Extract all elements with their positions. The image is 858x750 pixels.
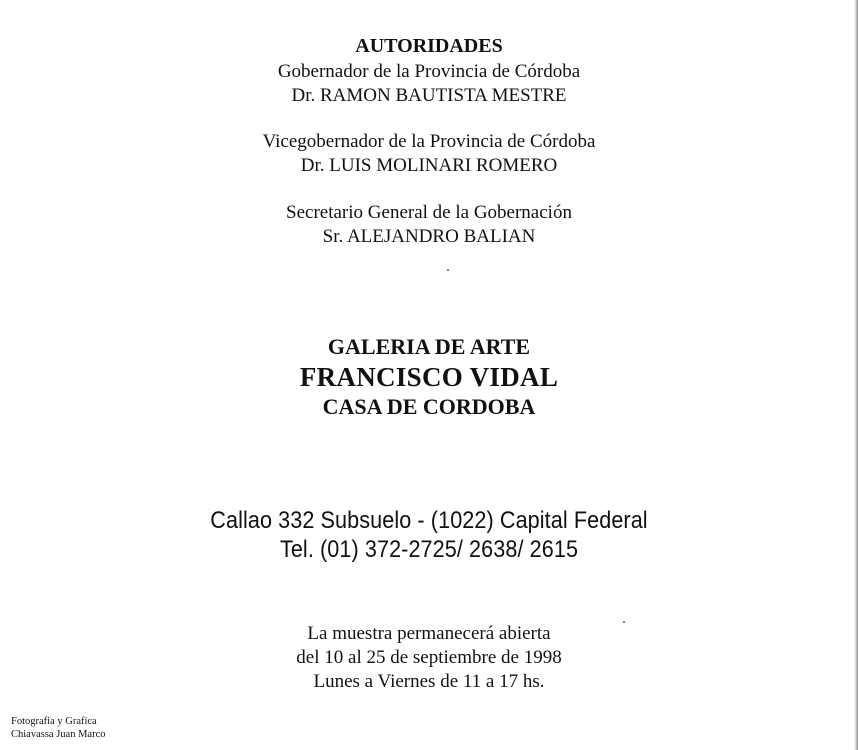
- scan-speck: [623, 621, 625, 623]
- gallery-name: FRANCISCO VIDAL: [299, 362, 559, 392]
- address-street: Callao 332 Subsuelo - (1022) Capital Federal: [210, 507, 648, 534]
- secretary-name: Sr. ALEJANDRO BALIAN: [322, 226, 536, 247]
- credits-line-2: Chiavassa Juan Marco: [11, 729, 106, 740]
- secretary-title: Secretario General de la Gobernación: [286, 202, 572, 223]
- gallery-line-3: CASA DE CORDOBA: [322, 394, 536, 419]
- governor-title: Gobernador de la Provincia de Córdoba: [277, 61, 581, 82]
- exhibition-hours: Lunes a Viernes de 11 a 17 hs.: [313, 671, 545, 692]
- scan-edge-shadow: [854, 0, 858, 750]
- gallery-line-1: GALERIA DE ARTE: [327, 334, 531, 359]
- vice-governor-title: Vicegobernador de la Provincia de Córdoba: [262, 131, 596, 152]
- photo-credits: [11, 715, 105, 741]
- vice-governor-name: Dr. LUIS MOLINARI ROMERO: [300, 155, 558, 176]
- authorities-heading: AUTORIDADES: [355, 35, 503, 57]
- exhibition-line-1: La muestra permanecerá abierta: [307, 623, 551, 644]
- scan-speck: [447, 269, 449, 271]
- governor-name: Dr. RAMON BAUTISTA MESTRE: [291, 85, 567, 106]
- credits-line-1: Fotografia y Grafica: [11, 716, 97, 727]
- address-phone: Tel. (01) 372-2725/ 2638/ 2615: [279, 536, 579, 563]
- exhibition-dates: del 10 al 25 de septiembre de 1998: [296, 647, 562, 668]
